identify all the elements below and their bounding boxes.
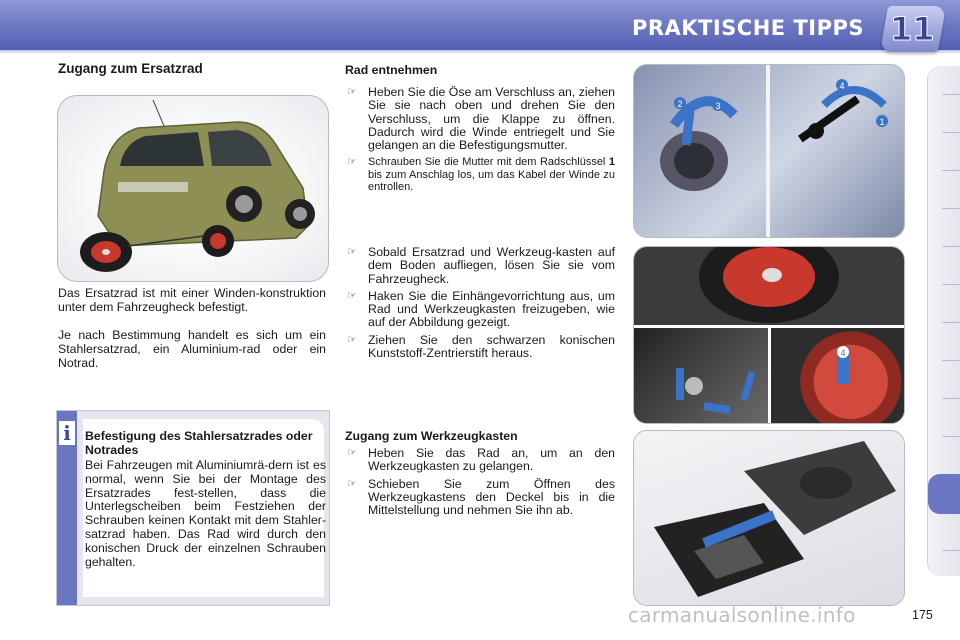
tab-tick <box>942 94 960 95</box>
tab-tick <box>942 170 960 171</box>
remove-wheel-steps-a <box>345 86 615 198</box>
tab-tick <box>942 208 960 209</box>
slide-arrow <box>704 406 730 410</box>
winch-nut <box>808 123 824 139</box>
toolbox-steps <box>345 447 615 521</box>
list-item: ☞ Schrauben Sie die Mutter mit dem Radschlüssel 1 bis zum Anschlag los, um das Kabel der Winde zu entrollen. <box>347 156 615 194</box>
watermark: carmanualsonline.info <box>628 603 856 627</box>
active-chapter-tab[interactable] <box>928 474 960 514</box>
step-label: 1 <box>879 117 885 127</box>
page-number: 175 <box>912 608 933 622</box>
centring-pin-svg <box>771 328 904 424</box>
list-item: ☞ Ziehen Sie den schwarzen konischen Kunststoff-Zentrierstift heraus. <box>347 332 615 361</box>
toolbox-title: Zugang zum Werkzeugkasten <box>345 429 518 443</box>
lid-recess <box>800 467 852 499</box>
pointing-hand-icon: ☞ <box>347 246 357 258</box>
info-title: Befestigung des Stahlersatzrades oder Notrades <box>85 429 313 457</box>
tailgate-trim <box>118 182 188 192</box>
tab-tick <box>942 550 960 551</box>
intro-paragraph: Das Ersatzrad ist mit einer Winden-konstruktion unter dem Fahrzeugheck befestigt. <box>58 286 326 314</box>
pointing-hand-icon: ☞ <box>347 477 357 490</box>
hook-detail-inset <box>634 325 771 424</box>
list-item: ☞ Haken Sie die Einhängevorrichtung aus, um Rad und Werkzeugkasten freizugeben, wie auf der Abbildung gezeigt. <box>347 288 615 330</box>
lock-and-winch-photo <box>633 64 905 238</box>
lock-photo-svg <box>634 65 904 237</box>
tab-tick <box>942 132 960 133</box>
tab-tick <box>942 322 960 323</box>
reference-number: 1 <box>608 156 615 169</box>
toolbox-svg <box>634 431 904 605</box>
info-box <box>56 410 330 606</box>
list-item: ☞ Sobald Ersatzrad und Werkzeug-kasten auf dem Boden aufliegen, lösen Sie sie vom Fahrzeugheck. <box>347 245 615 286</box>
section-title: Zugang zum Ersatzrad <box>58 61 203 76</box>
pointing-hand-icon: ☞ <box>347 289 357 302</box>
chapter-number: 11 <box>890 10 935 48</box>
spare-under-car-rim <box>210 233 226 249</box>
car-illustration-svg <box>58 96 328 281</box>
info-body: Bei Fahrzeugen mit Aluminiumrä-dern ist es normal, wenn Sie bei der Montage des Ersatzrades fest-stellen, dass die Unterlegscheiben beim Festziehen der Schrauben keinen Kontakt mit dem Stahler-satzrad haben. Das Rad wird durch den konischen Druck der einzelnen Schrauben gehalten. <box>85 458 326 569</box>
info-icon: i <box>59 421 75 445</box>
tab-tick <box>942 284 960 285</box>
remove-wheel-title: Rad entnehmen <box>345 63 438 77</box>
wheel-hub <box>762 268 782 282</box>
hook-detail-svg <box>634 328 768 424</box>
step-label: 4 <box>840 348 846 358</box>
toolbox-photo <box>633 430 905 606</box>
pointing-hand-icon: ☞ <box>347 333 357 346</box>
lock-knob <box>674 143 714 179</box>
step-label: 3 <box>715 101 721 111</box>
list-item: ☞ Heben Sie die Öse am Verschluss an, ziehen Sie sie nach oben und drehen Sie den Verschluss, um die Klappe zu öffnen. Dadurch wird die Winde entriegelt und Sie gelangen an die Befestigungsmutter. <box>347 85 615 153</box>
centring-pin-inset <box>771 325 904 424</box>
car-spare-wheel-illustration <box>57 95 329 282</box>
tab-tick <box>942 398 960 399</box>
rear-wheel-hub <box>235 195 253 213</box>
list-item: ☞ Heben Sie das Rad an, um an den Werkzeugkasten zu gelangen. <box>347 446 615 474</box>
step-label: 4 <box>839 81 845 91</box>
lift-arrow <box>686 111 690 145</box>
lift-arrow <box>744 372 752 400</box>
spare-wheel-hub <box>102 249 110 255</box>
step-label: 2 <box>677 99 683 109</box>
chapter-title: PRAKTISCHE TIPPS <box>631 16 864 40</box>
pointing-hand-icon: ☞ <box>347 156 357 169</box>
pointing-hand-icon: ☞ <box>347 447 357 459</box>
front-wheel-hub <box>293 207 307 221</box>
remove-wheel-steps-b <box>345 246 615 364</box>
tab-tick <box>942 436 960 437</box>
wheel-type-paragraph: Je nach Bestimmung handelt es sich um ein Stahlersatzrad, ein Aluminium-rad oder ein Notrad. <box>58 328 326 370</box>
tab-tick <box>942 360 960 361</box>
list-item: ☞ Schieben Sie zum Öffnen des Werkzeugkastens den Deckel bis in die Mittelstellung und nehmen Sie ihn ab. <box>347 476 615 518</box>
pointing-hand-icon: ☞ <box>347 86 357 98</box>
wheel-top-svg <box>634 247 904 327</box>
info-bar <box>57 411 77 605</box>
hook <box>685 377 703 395</box>
spare-wheel-release-photo <box>633 246 905 424</box>
tab-tick <box>942 246 960 247</box>
